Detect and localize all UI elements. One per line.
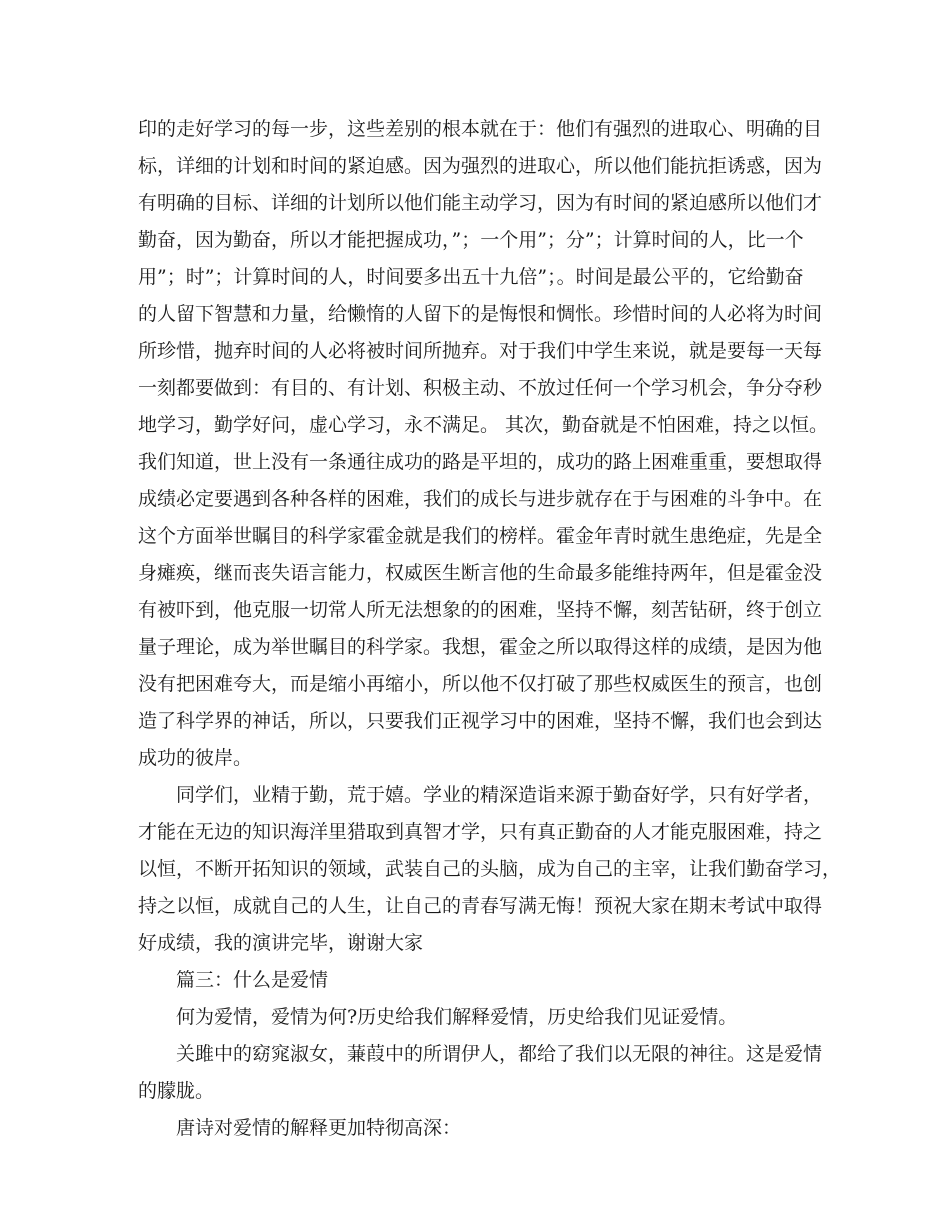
text-line: 的朦胧。 <box>138 1080 215 1102</box>
paragraph-start-line: 关雎中的窈窕淑女，蒹葭中的所谓伊人，都给了我们以无限的神往。这是爱情 <box>176 1043 823 1065</box>
text-line: 这个方面举世瞩目的科学家霍金就是我们的榜样。霍金年青时就生患绝症，先是全 <box>138 525 823 547</box>
text-line: 量子理论，成为举世瞩目的科学家。我想，霍金之所以取得这样的成绩，是因为他 <box>138 636 823 658</box>
text-line: 地学习，勤学好问，虚心学习，永不满足。 其次，勤奋就是不怕困难，持之以恒。 <box>138 414 829 436</box>
text-line: 以恒，不断开拓知识的领域，武装自己的头脑，成为自己的主宰，让我们勤奋学习， <box>138 858 842 880</box>
text-line: 印的走好学习的每一步，这些差别的根本就在于：他们有强烈的进取心、明确的目 <box>138 118 823 140</box>
text-line: 有被吓到，他克服一切常人所无法想象的的困难，坚持不懈，刻苦钻研，终于创立 <box>138 599 823 621</box>
paragraph-start-line: 唐诗对爱情的解释更加特彻高深： <box>176 1117 462 1139</box>
text-line: 持之以恒，成就自己的人生，让自己的青春写满无悔！预祝大家在期末考试中取得 <box>138 895 823 917</box>
text-line: 勤奋，因为勤奋，所以才能把握成功，”；一个用”；分”；计算时间的人，比一个 <box>138 229 804 251</box>
text-line: 标，详细的计划和时间的紧迫感。因为强烈的进取心，所以他们能抗拒诱惑，因为 <box>138 155 823 177</box>
text-line: 身瘫痪，继而丧失语言能力，权威医生断言他的生命最多能维持两年，但是霍金没 <box>138 562 823 584</box>
paragraph-start-line: 同学们，业精于勤，荒于嬉。学业的精深造诣来源于勤奋好学，只有好学者， <box>176 784 823 806</box>
text-line: 一刻都要做到：有目的、有计划、积极主动、不放过任何一个学习机会，争分夺秒 <box>138 377 823 399</box>
text-line: 有明确的目标、详细的计划所以他们能主动学习，因为有时间的紧迫感所以他们才 <box>138 192 823 214</box>
text-line: 成绩必定要遇到各种各样的困难，我们的成长与进步就存在于与困难的斗争中。在 <box>138 488 823 510</box>
text-line: 的人留下智慧和力量，给懒惰的人留下的是悔恨和惆怅。珍惜时间的人必将为时间 <box>138 303 823 325</box>
text-line: 没有把困难夸大，而是缩小再缩小，所以他不仅打破了那些权威医生的预言，也创 <box>138 673 823 695</box>
section-heading: 篇三：什么是爱情 <box>176 969 329 991</box>
text-line: 造了科学界的神话，所以，只要我们正视学习中的困难，坚持不懈，我们也会到达 <box>138 710 823 732</box>
text-line: 好成绩，我的演讲完毕，谢谢大家 <box>138 932 424 954</box>
text-line: 所珍惜，抛弃时间的人必将被时间所抛弃。对于我们中学生来说，就是要每一天每 <box>138 340 823 362</box>
text-line: 我们知道，世上没有一条通往成功的路是平坦的，成功的路上困难重重，要想取得 <box>138 451 823 473</box>
text-line: 成功的彼岸。 <box>138 747 253 769</box>
paragraph-start-line: 何为爱情，爱情为何?历史给我们解释爱情，历史给我们见证爱情。 <box>176 1006 738 1028</box>
text-line: 才能在无边的知识海洋里猎取到真智才学，只有真正勤奋的人才能克服困难，持之 <box>138 821 823 843</box>
text-line: 用”；时”；计算时间的人，时间要多出五十九倍”；。时间是最公平的，它给勤奋 <box>138 266 804 288</box>
